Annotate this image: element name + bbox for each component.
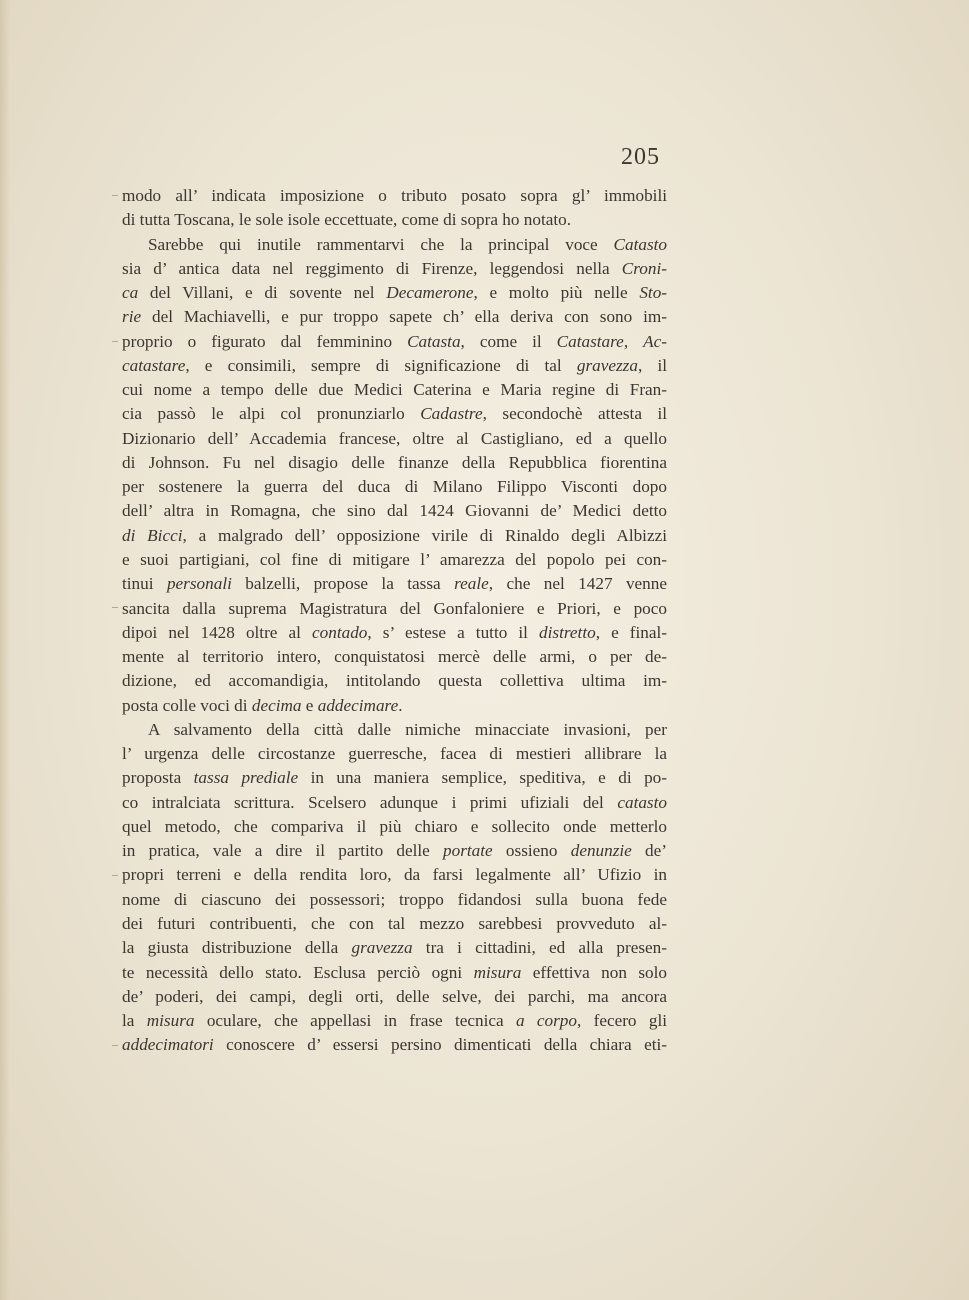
page-edge-shadow xyxy=(0,0,10,1300)
margin-mark xyxy=(112,875,118,876)
text-line xyxy=(122,742,667,766)
text-run: proposta xyxy=(122,768,194,788)
italic-term: tassa prediale xyxy=(193,768,299,788)
italic-term: Catasto xyxy=(613,234,667,254)
body-text xyxy=(122,184,667,1058)
text-run: sia d’ antica data nel reggimento di Firenze, leggendosi nella xyxy=(122,258,622,278)
text-run: modo all’ indicata imposizione o tributo posato sopra gl’ immobili xyxy=(122,186,667,205)
text-line xyxy=(122,888,667,912)
text-run: A salvamento della città dalle nimiche minacciate invasioni, per xyxy=(148,719,667,739)
text-run: nome di ciascuno dei possessori; troppo fidandosi sulla buona fede xyxy=(122,889,667,909)
text-run: e xyxy=(301,695,318,715)
text-run: , e final- xyxy=(595,622,667,642)
text-line xyxy=(122,233,667,257)
text-run: , che nel 1427 venne xyxy=(488,574,667,594)
text-run: de’ poderi, dei campi, degli orti, delle selve, dei parchi, ma ancora xyxy=(122,986,667,1006)
text-line xyxy=(122,645,667,669)
text-line xyxy=(122,354,667,378)
italic-term: misura xyxy=(473,962,522,982)
text-line xyxy=(122,863,667,887)
text-run: dipoi nel 1428 oltre al xyxy=(122,622,313,642)
italic-term: misura xyxy=(146,1011,195,1031)
text-run: ossieno xyxy=(492,841,571,861)
text-line xyxy=(122,936,667,960)
italic-term: contado xyxy=(312,622,368,642)
italic-term: ca xyxy=(122,283,139,303)
text-line xyxy=(122,572,667,596)
italic-term: personali xyxy=(166,574,232,594)
italic-term: Catasta xyxy=(407,331,461,351)
text-line xyxy=(122,791,667,815)
text-line xyxy=(122,694,667,718)
text-run: , a malgrado dell’ opposizione virile di Rinaldo degli Albizzi xyxy=(182,525,667,545)
text-run: te necessità dello stato. Esclusa perciò ogni xyxy=(122,962,474,982)
text-run: la giusta distribuzione della xyxy=(122,938,352,958)
text-line xyxy=(122,499,667,523)
text-line xyxy=(122,305,667,329)
text-run: effettiva non solo xyxy=(521,962,667,982)
margin-mark xyxy=(112,1045,118,1046)
text-run: de’ xyxy=(631,841,667,861)
text-run: oculare, che appellasi in frase tecnica xyxy=(194,1011,516,1031)
italic-term: a corpo xyxy=(515,1011,577,1031)
text-line xyxy=(122,1033,667,1057)
text-run: Sarebbe qui inutile rammentarvi che la principal voce xyxy=(148,234,614,254)
margin-mark xyxy=(112,195,118,196)
text-run: quel metodo, che compariva il più chiaro e sollecito onde metterlo xyxy=(122,816,667,836)
text-line xyxy=(122,621,667,645)
text-run: e suoi partigiani, col fine di mitigare l’ amarezza del popolo pei con- xyxy=(122,549,667,569)
italic-term: decima xyxy=(251,695,302,715)
text-line xyxy=(122,451,667,475)
italic-term: Croni- xyxy=(621,258,667,278)
text-run: posta colle voci di xyxy=(122,695,252,715)
text-run: di tutta Toscana, le sole isole eccettuate, come di sopra ho notato. xyxy=(122,210,572,230)
text-run: del Machiavelli, e pur troppo sapete ch’ ella deriva con sono im- xyxy=(141,307,667,327)
text-run: , xyxy=(623,331,644,351)
italic-term: Decamerone xyxy=(386,283,474,303)
italic-term: reale xyxy=(454,574,489,594)
text-run: tinui xyxy=(122,574,167,594)
text-line xyxy=(122,257,667,281)
text-run: , e molto più nelle xyxy=(473,283,640,303)
italic-term: Sto- xyxy=(639,283,667,303)
margin-mark xyxy=(112,607,118,608)
text-line xyxy=(122,524,667,548)
italic-term: catasto xyxy=(617,792,667,812)
text-run: , e consimili, sempre di significazione di tal xyxy=(185,355,577,375)
text-run: , s’ estese a tutto il xyxy=(367,622,540,642)
text-line xyxy=(122,208,667,232)
text-line xyxy=(122,597,667,621)
text-run: dizione, ed accomandigia, intitolando questa collettiva ultima im- xyxy=(122,671,667,691)
text-run: in pratica, vale a dire il partito delle xyxy=(122,841,444,861)
text-run: , fecero gli xyxy=(576,1011,667,1031)
text-run: balzelli, propose la tassa xyxy=(231,574,455,594)
text-run: in una maniera semplice, speditiva, e di po- xyxy=(298,768,667,788)
italic-term: distretto xyxy=(539,622,596,642)
text-line xyxy=(122,427,667,451)
text-line xyxy=(122,839,667,863)
text-line xyxy=(122,766,667,790)
page-number: 205 xyxy=(621,144,660,170)
text-line xyxy=(122,330,667,354)
text-line xyxy=(122,961,667,985)
italic-term: di Bicci xyxy=(122,525,183,545)
text-run: . xyxy=(398,695,403,715)
text-run: tra i cittadini, ed alla presen- xyxy=(412,938,667,958)
text-run: mente al territorio intero, conquistatosi mercè delle armi, o per de- xyxy=(122,647,667,667)
text-run: proprio o figurato dal femminino xyxy=(122,331,408,351)
text-line xyxy=(122,815,667,839)
text-line xyxy=(122,475,667,499)
text-line xyxy=(122,402,667,426)
text-run: co intralciata scrittura. Scelsero adunque i primi ufiziali del xyxy=(122,792,618,812)
text-line xyxy=(122,1009,667,1033)
text-run: l’ urgenza delle circostanze guerresche, facea di mestieri allibrare la xyxy=(122,744,667,764)
text-line xyxy=(122,378,667,402)
text-line xyxy=(122,669,667,693)
text-run: del Villani, e di sovente nel xyxy=(138,283,387,303)
text-run: cia passò le alpi col pronunziarlo xyxy=(122,404,421,424)
italic-term: gravezza xyxy=(351,938,413,958)
text-line xyxy=(122,281,667,305)
italic-term: Ac- xyxy=(643,331,667,351)
italic-term: addecimare xyxy=(317,695,399,715)
text-run: , il xyxy=(637,355,667,375)
text-run: di Johnson. Fu nel disagio delle finanze della Repubblica fiorentina xyxy=(122,452,667,472)
text-run: cui nome a tempo delle due Medici Caterina e Maria regine di Fran- xyxy=(122,380,667,400)
text-run: dei futuri contribuenti, che con tal mezzo sarebbesi provveduto al- xyxy=(122,913,667,933)
italic-term: Catastare xyxy=(556,331,624,351)
text-line xyxy=(122,912,667,936)
text-run: , come il xyxy=(460,331,557,351)
text-run: dell’ altra in Romagna, che sino dal 1424 Giovanni de’ Medici detto xyxy=(122,501,667,521)
italic-term: gravezza xyxy=(576,355,638,375)
text-line xyxy=(122,548,667,572)
italic-term: rie xyxy=(122,307,142,327)
text-run: per sostenere la guerra del duca di Milano Filippo Visconti dopo xyxy=(122,477,667,497)
text-run: propri terreni e della rendita loro, da farsi legalmente all’ Ufizio in xyxy=(122,865,667,885)
text-run: sancita dalla suprema Magistratura del Gonfaloniere e Priori, e poco xyxy=(122,598,667,618)
text-line xyxy=(122,718,667,742)
text-run: conoscere d’ essersi persino dimenticati della chiara eti- xyxy=(213,1035,667,1055)
italic-term: denunzie xyxy=(570,841,632,861)
italic-term: catastare xyxy=(122,355,186,375)
italic-term: addecimatori xyxy=(122,1035,214,1055)
text-line xyxy=(122,985,667,1009)
italic-term: portate xyxy=(443,841,493,861)
text-line xyxy=(122,184,667,208)
margin-mark xyxy=(112,341,118,342)
italic-term: Cadastre xyxy=(420,404,483,424)
text-run: , secondochè attesta il xyxy=(482,404,667,424)
text-run: la xyxy=(122,1011,147,1031)
text-run: Dizionario dell’ Accademia francese, oltre al Castigliano, ed a quello xyxy=(122,428,667,448)
